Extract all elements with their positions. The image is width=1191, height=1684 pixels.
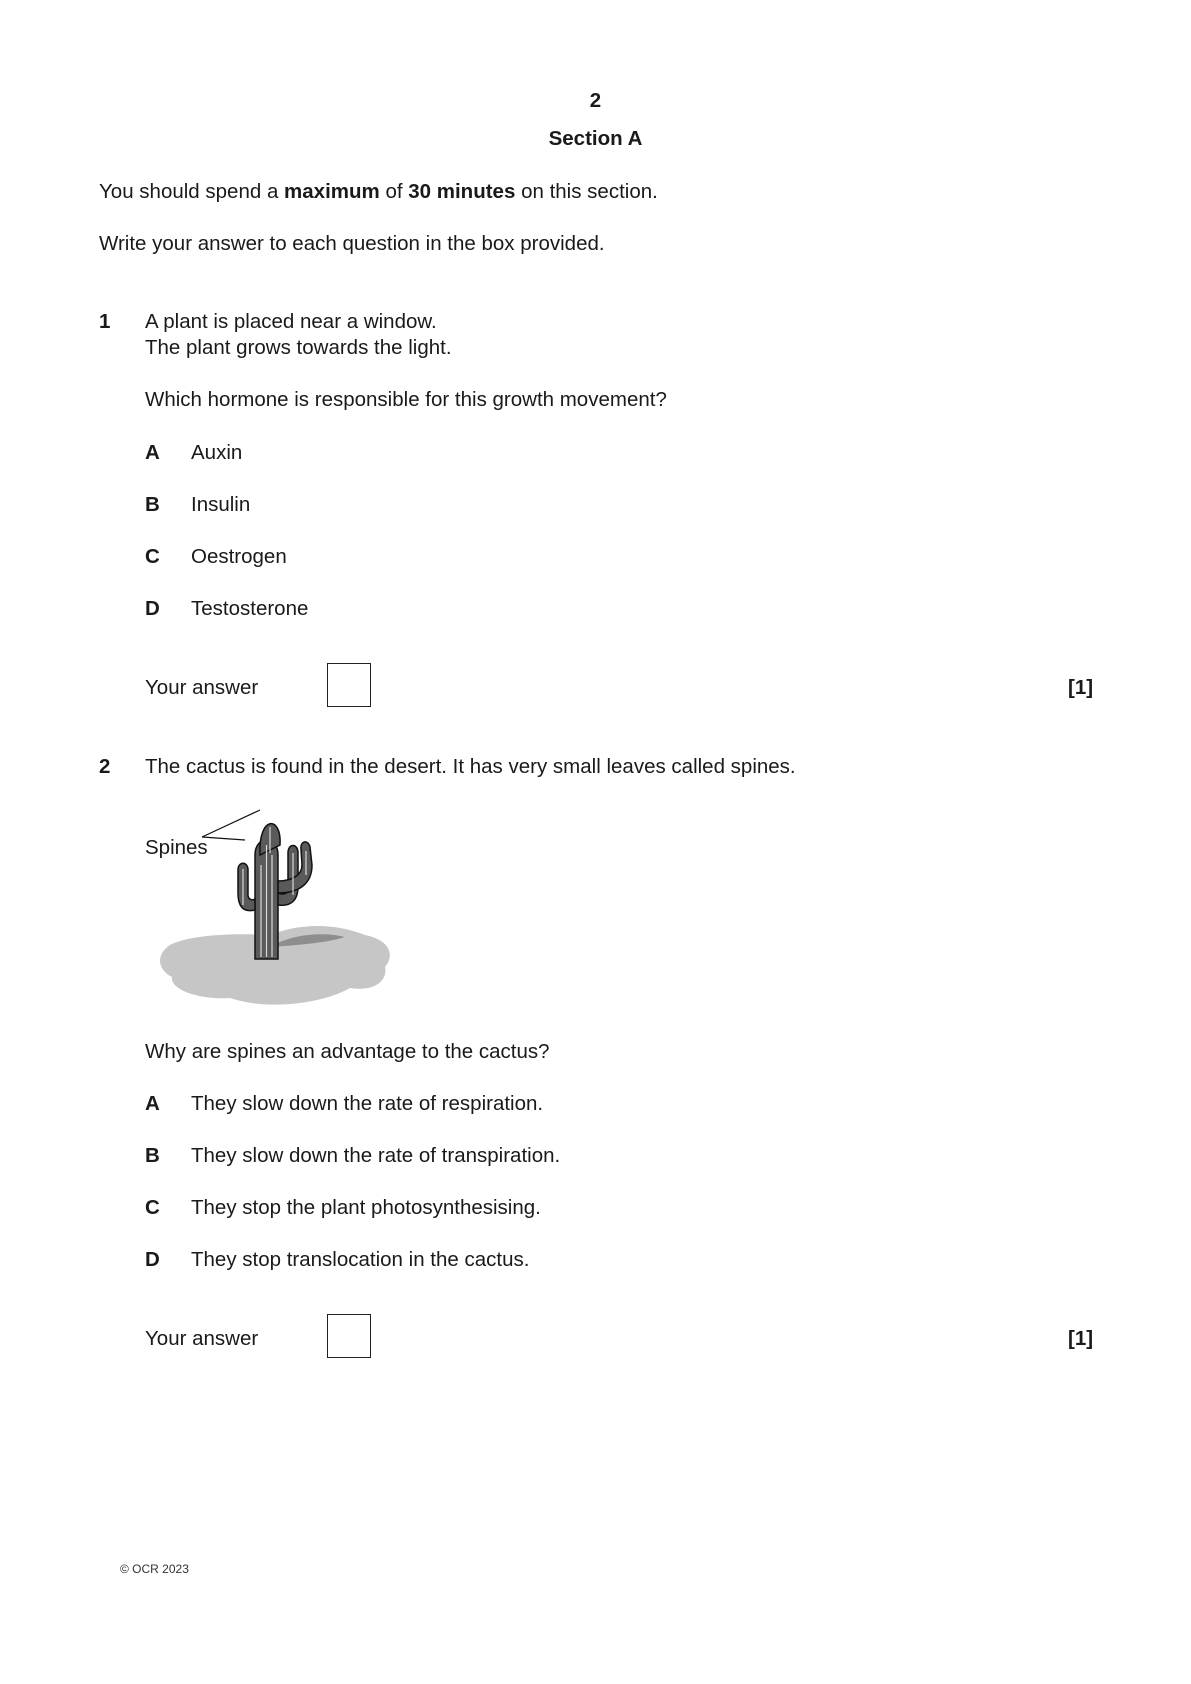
option-text: Auxin	[191, 441, 243, 464]
answer-label: Your answer	[145, 1327, 259, 1350]
option-letter: B	[145, 1144, 160, 1167]
option-text: Oestrogen	[191, 545, 287, 568]
option-letter: B	[145, 493, 160, 516]
option-text: They slow down the rate of respiration.	[191, 1092, 544, 1115]
option-text: They slow down the rate of transpiration.	[191, 1144, 561, 1167]
question-text-line: The plant grows towards the light.	[145, 336, 452, 359]
footer-copyright: © OCR 2023	[120, 1562, 189, 1576]
option-letter: C	[145, 1196, 160, 1219]
question-text-line: The cactus is found in the desert. It has very small leaves called spines.	[145, 755, 796, 778]
marks: [1]	[1068, 1327, 1094, 1350]
option-text: Insulin	[191, 493, 251, 516]
section-title: Section A	[548, 127, 643, 150]
option-letter: A	[145, 441, 160, 464]
question-number: 1	[99, 310, 111, 333]
cactus-figure	[150, 795, 400, 1010]
question-number: 2	[99, 755, 111, 778]
figure-label-spines: Spines	[145, 836, 208, 859]
option-text: Testosterone	[191, 597, 309, 620]
option-text: They stop translocation in the cactus.	[191, 1248, 530, 1271]
option-letter: A	[145, 1092, 160, 1115]
option-letter: D	[145, 597, 160, 620]
question-text-line: A plant is placed near a window.	[145, 310, 437, 333]
option-letter: C	[145, 545, 160, 568]
answer-box[interactable]	[327, 1314, 371, 1358]
instruction-answer-box: Write your answer to each question in the box provided.	[99, 232, 605, 255]
option-text: They stop the plant photosynthesising.	[191, 1196, 541, 1219]
option-letter: D	[145, 1248, 160, 1271]
instruction-time: You should spend a maximum of 30 minutes on this section.	[99, 180, 658, 203]
page-number: 2	[589, 89, 602, 112]
answer-box[interactable]	[327, 663, 371, 707]
question-prompt: Why are spines an advantage to the cactus?	[145, 1040, 550, 1063]
marks: [1]	[1068, 676, 1094, 699]
question-prompt: Which hormone is responsible for this growth movement?	[145, 388, 667, 411]
answer-label: Your answer	[145, 676, 259, 699]
